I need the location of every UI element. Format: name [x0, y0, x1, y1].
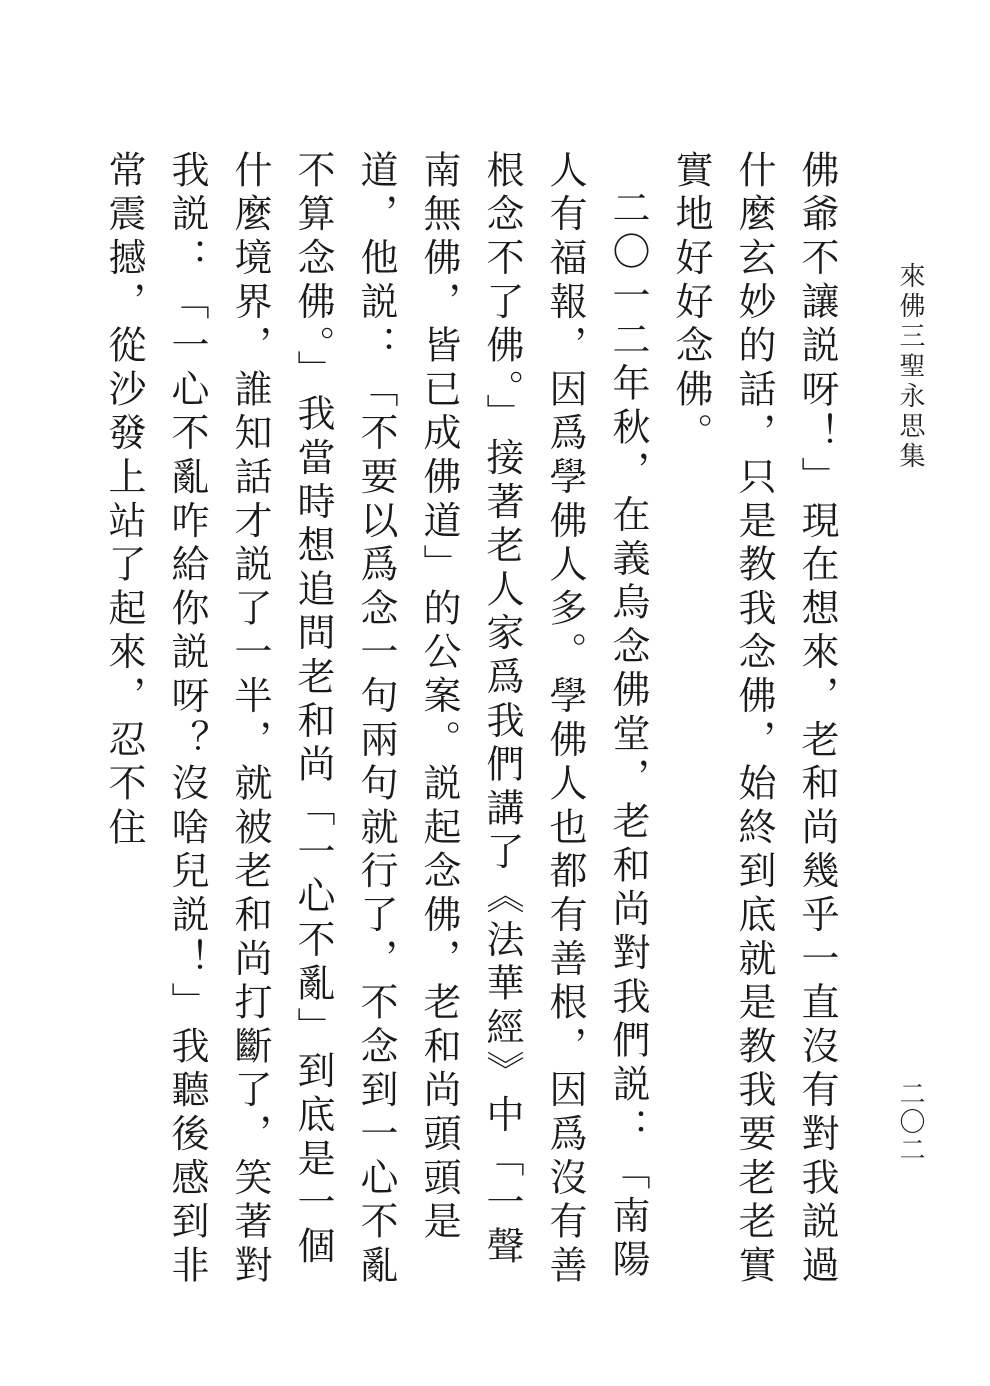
- running-title: 來佛三聖永思集: [895, 262, 925, 472]
- paragraph: 佛爺不讓説呀！」現在想來，老和尚幾乎一直沒有對我説過什麼玄妙的話，只是教我念佛，始終到底就是教我要老老實實地好好念佛。: [669, 150, 839, 1289]
- paragraph: 二〇一二年秋，在義烏念佛堂，老和尚對我們説：「南陽人有福報，因爲學佛人多。學佛人也都有善根，因爲沒有善根念不了佛。」接著老人家爲我們講了《法華經》中「一聲南無佛，皆已成佛道」的公案。説起念佛，老和尚頭頭是道，他説：「不要以爲念一句兩句就行了，不念到一心不亂不算念佛。」我當時想追問老和尚「一心不亂」到底是一個什麼境界，誰知話才説了一半，就被老和尚打斷了，笑著對我説：「一心不亂咋給你説呀？沒啥兒説！」我聽後感到非常震撼，從沙發上站了起來，忍不住: [102, 150, 650, 1289]
- body-text: [102, 150, 848, 1290]
- page-number: 二〇二: [895, 1080, 925, 1164]
